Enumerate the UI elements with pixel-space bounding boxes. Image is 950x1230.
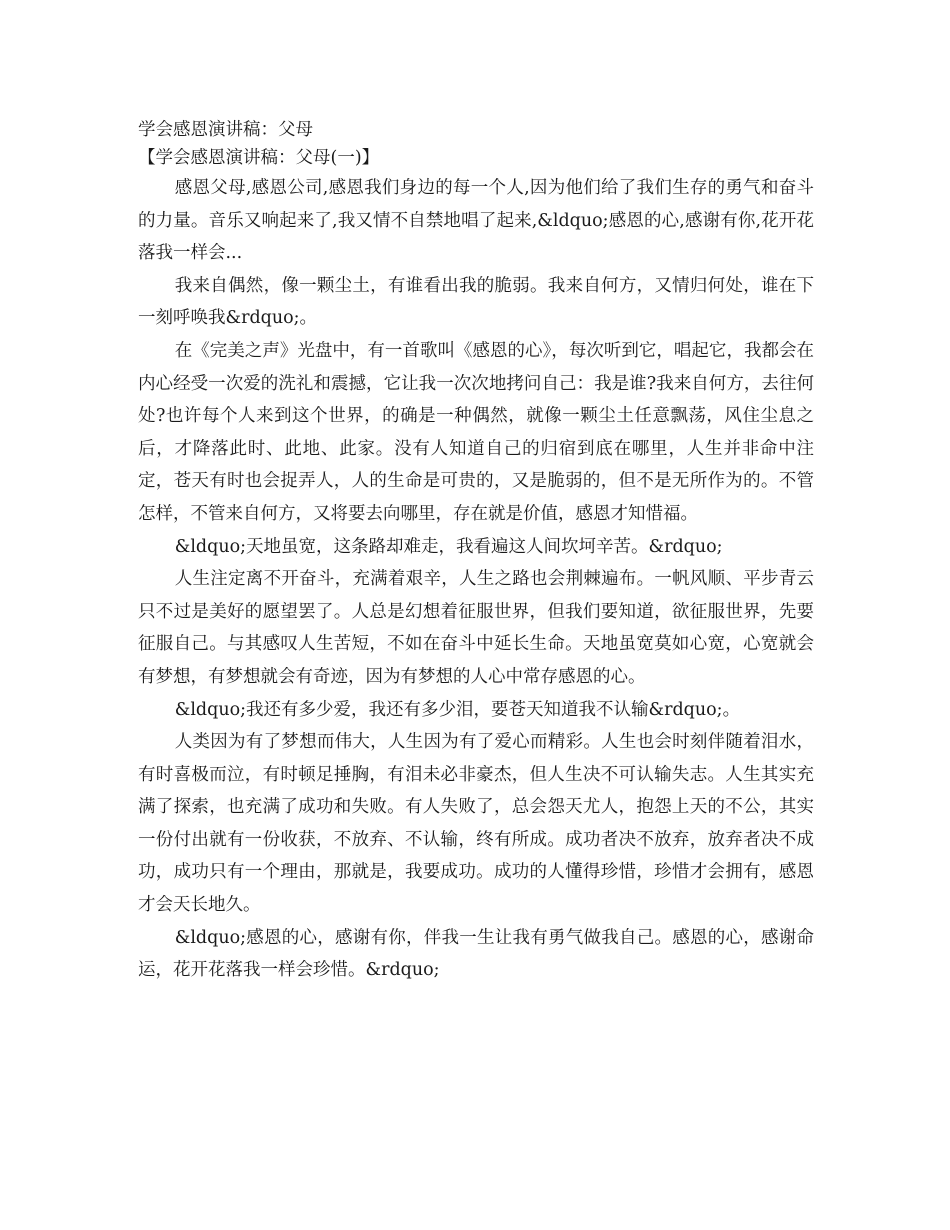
section-heading: 【学会感恩演讲稿：父母(一)】 <box>138 148 380 168</box>
paragraph: 我来自偶然，像一颗尘土，有谁看出我的脆弱。我来自何方，又情归何处，谁在下一刻呼唤我&rdquo;。 <box>138 275 814 329</box>
paragraph: &ldquo;感恩的心，感谢有你，伴我一生让我有勇气做我自己。感恩的心，感谢命运，花开花落我一样会珍惜。&rdquo; <box>138 927 814 981</box>
paragraph: 在《完美之声》光盘中，有一首歌叫《感恩的心》，每次听到它，唱起它，我都会在内心经受一次爱的洗礼和震撼，它让我一次次地拷问自己：我是谁?我来自何方，去往何处?也许每个人来到这个世界，的确是一种偶然，就像一颗尘土任意飘荡，风住尘息之后，才降落此时、此地、此家。没有人知道自己的归宿到底在哪里，人生并非命中注定，苍天有时也会捉弄人，人的生命是可贵的，又是脆弱的，但不是无所作为的。不管怎样，不管来自何方，又将要去向哪里，存在就是价值，感恩才知惜福。 <box>138 340 814 524</box>
document-body <box>138 116 814 987</box>
paragraph: 人类因为有了梦想而伟大，人生因为有了爱心而精彩。人生也会时刻伴随着泪水，有时喜极而泣，有时顿足捶胸，有泪未必非豪杰，但人生决不可认输失志。人生其实充满了探索，也充满了成功和失败。有人失败了，总会怨天尤人，抱怨上天的不公，其实一份付出就有一份收获，不放弃、不认输，终有所成。成功者决不放弃，放弃者决不成功，成功只有一个理由，那就是，我要成功。成功的人懂得珍惜，珍惜才会拥有，感恩才会天长地久。 <box>138 732 814 916</box>
paragraph: 感恩父母,感恩公司,感恩我们身边的每一个人,因为他们给了我们生存的勇气和奋斗的力量。音乐又响起来了,我又情不自禁地唱了起来,&ldquo;感恩的心,感谢有你,花开花落我一样会... <box>138 178 814 264</box>
paragraph: &ldquo;天地虽宽，这条路却难走，我看遍这人间坎坷辛苦。&rdquo; <box>174 536 723 557</box>
document-title: 学会感恩演讲稿：父母 <box>138 120 313 140</box>
paragraph: 人生注定离不开奋斗，充满着艰辛，人生之路也会荆棘遍布。一帆风顺、平步青云只不过是美好的愿望罢了。人总是幻想着征服世界，但我们要知道，欲征服世界，先要征服自己。与其感叹人生苦短，不如在奋斗中延长生命。天地虽宽莫如心宽，心宽就会有梦想，有梦想就会有奇迹，因为有梦想的人心中常存感恩的心。 <box>138 569 814 687</box>
paragraph: &ldquo;我还有多少爱，我还有多少泪，要苍天知道我不认输&rdquo;。 <box>174 699 741 720</box>
